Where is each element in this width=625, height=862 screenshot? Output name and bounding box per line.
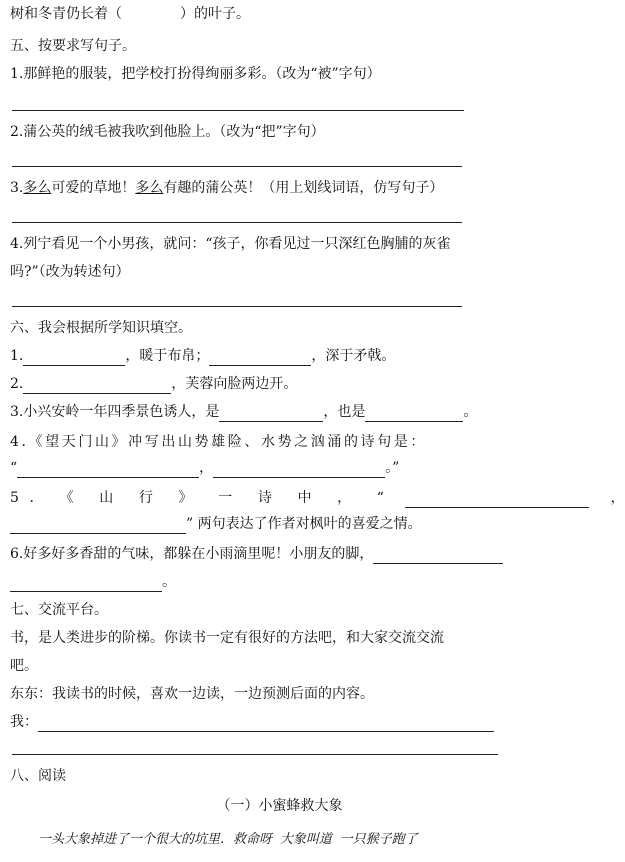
section6-q4-line1: 4.《望天门山》冲写出山势雄险、水势之汹涌的诗句是： xyxy=(10,434,427,450)
answer-blank[interactable] xyxy=(122,8,180,24)
section7-me-line: 我： xyxy=(10,712,494,732)
underlined-word: 多么 xyxy=(23,180,52,196)
section5-q2: 2.蒲公英的绒毛被我吹到他脸上。（改为“把”字句） xyxy=(10,124,325,140)
section8-heading: 八、阅读 xyxy=(10,768,66,784)
section5-q4-line2: 吗?”（改为转述句） xyxy=(10,264,130,280)
answer-blank[interactable] xyxy=(365,405,463,422)
answer-blank[interactable] xyxy=(10,575,162,592)
answer-blank[interactable] xyxy=(213,461,385,478)
section6-q5-line2: ” 两句表达了作者对枫叶的喜爱之情。 xyxy=(10,514,422,534)
section6-q4-line2: “ ， 。” xyxy=(10,460,400,476)
answer-blank[interactable] xyxy=(209,349,311,366)
answer-blank[interactable] xyxy=(23,349,125,366)
answer-blank[interactable] xyxy=(10,517,186,534)
intro-line: 树和冬青仍长着（ ）的叶子。 xyxy=(10,6,250,22)
section7-paragraph-line2: 吧。 xyxy=(10,658,38,674)
passage-first-line: 一头大象掉进了一个很大的坑里．救命呀 大象叫道 一只猴子跑了 xyxy=(38,832,418,847)
section6-heading: 六、我会根据所学知识填空。 xyxy=(10,320,192,336)
answer-line-s5-q2[interactable] xyxy=(12,166,462,167)
section5-q1: 1.那鲜艳的服装，把学校打扮得绚丽多彩。（改为“被”字句） xyxy=(10,66,381,82)
section6-q3: 3.小兴安岭一年四季景色诱人，是 ，也是 。 xyxy=(10,404,478,420)
section6-q5-line1: 5. 《 山 行 》 一 诗 中 ， “ ， xyxy=(10,490,625,506)
answer-blank[interactable] xyxy=(219,405,323,422)
section5-q3: 3.多么可爱的草地！多么有趣的蒲公英！（用上划线词语，仿写句子） xyxy=(10,180,444,196)
section7-dongdong: 东东：我读书的时候，喜欢一边读，一边预测后面的内容。 xyxy=(10,686,374,702)
section7-heading: 七、交流平台。 xyxy=(10,602,108,618)
answer-line-s5-q3[interactable] xyxy=(12,222,462,223)
section5-q4-line1: 4.列宁看见一个小男孩，就问：“孩子，你看见过一只深红色胸脯的灰雀 xyxy=(10,236,451,252)
passage-title: （一）小蜜蜂救大象 xyxy=(216,798,343,814)
answer-blank[interactable] xyxy=(373,547,503,564)
answer-line-s5-q1[interactable] xyxy=(12,110,464,111)
section6-q2: 2. ，芙蓉向脸两边开。 xyxy=(10,376,298,392)
answer-blank[interactable] xyxy=(23,377,171,394)
answer-blank[interactable] xyxy=(38,715,494,732)
section6-q6-line2: 。 xyxy=(10,572,176,592)
section6-q6-line1: 6.好多好多香甜的气味，都躲在小雨滴里呢！小朋友的脚， xyxy=(10,544,503,564)
answer-line-s7[interactable] xyxy=(12,754,498,755)
section6-q1: 1. ，暖于布帛； ，深于矛戟。 xyxy=(10,348,396,364)
section5-heading: 五、按要求写句子。 xyxy=(10,38,136,54)
section7-paragraph-line1: 书，是人类进步的阶梯。你读书一定有很好的方法吧，和大家交流交流 xyxy=(10,630,444,646)
answer-line-s5-q4[interactable] xyxy=(12,306,462,307)
answer-blank[interactable] xyxy=(17,461,199,478)
answer-blank[interactable] xyxy=(405,491,589,508)
underlined-word: 多么 xyxy=(135,180,164,196)
